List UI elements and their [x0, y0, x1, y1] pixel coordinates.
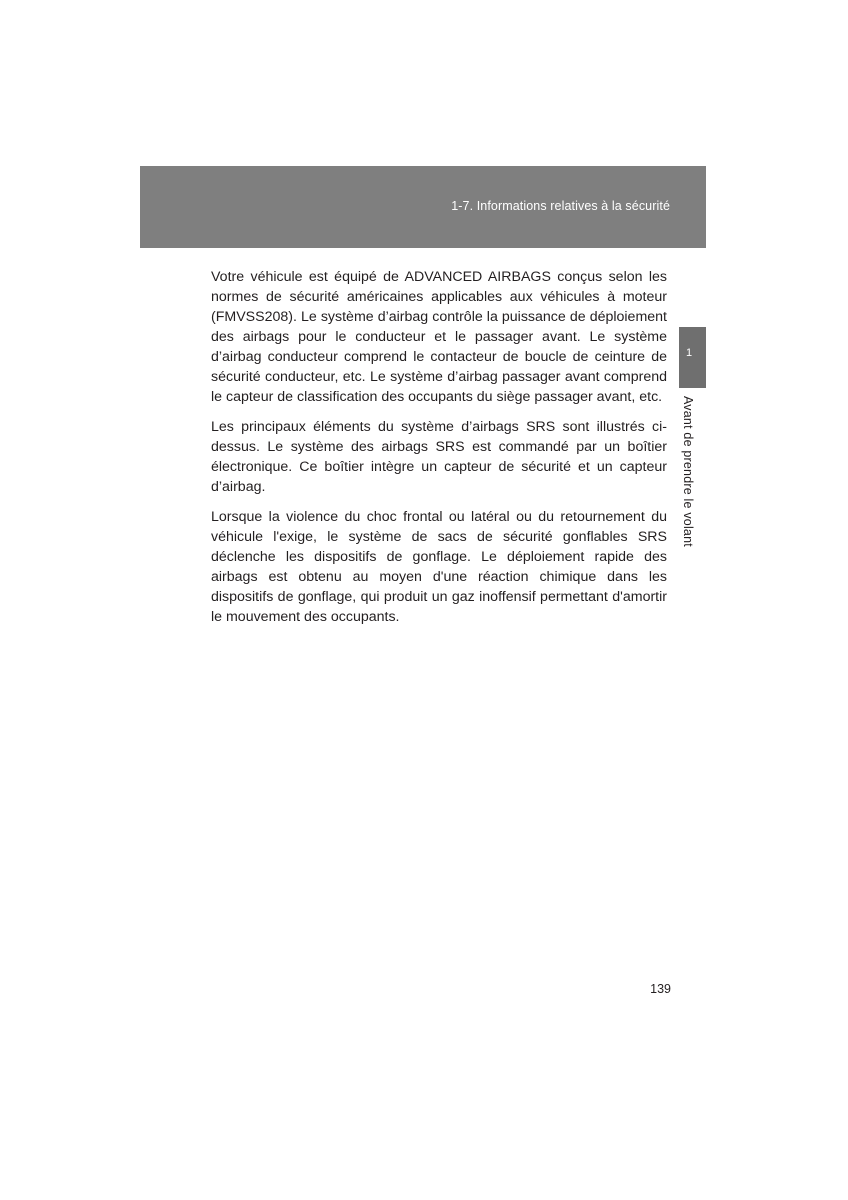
chapter-number: 1 [685, 347, 693, 359]
page-number: 139 [650, 982, 671, 996]
section-title: 1-7. Informations relatives à la sécurité [451, 199, 670, 213]
paragraph-srs-components: Les principaux éléments du système d’airbags SRS sont illustrés ci-dessus. Le système des airbags SRS est commandé par un boîtier électronique. Ce boîtier intègre un capteur de sécurité et un capteur d’airbag. [211, 419, 667, 495]
chapter-label: Avant de prendre le volant [681, 396, 695, 547]
section-header-band [140, 166, 706, 248]
chapter-tab [679, 327, 706, 388]
paragraph-advanced-airbags: Votre véhicule est équipé de ADVANCED AIRBAGS conçus selon les normes de sécurité américaines applicables aux véhicules à moteur (FMVSS208). Le système d’airbag contrôle la puissance de déploiement des airbags pour le conducteur et le passager avant. Le système d’airbag conducteur comprend le contacteur de boucle de ceinture de sécurité conducteur, etc. Le système d’airbag passager avant comprend le capteur de classification des occupants du siège passager avant, etc. [211, 269, 667, 405]
body-text [211, 267, 667, 637]
paragraph-deployment: Lorsque la violence du choc frontal ou latéral ou du retournement du véhicule l'exige, le système de sacs de sécurité gonflables SRS déclenche les dispositifs de gonflage. Le déploiement rapide des airbags est obtenu au moyen d'une réaction chimique dans les dispositifs de gonflage, qui produit un gaz inoffensif permettant d'amortir le mouvement des occupants. [211, 509, 667, 625]
